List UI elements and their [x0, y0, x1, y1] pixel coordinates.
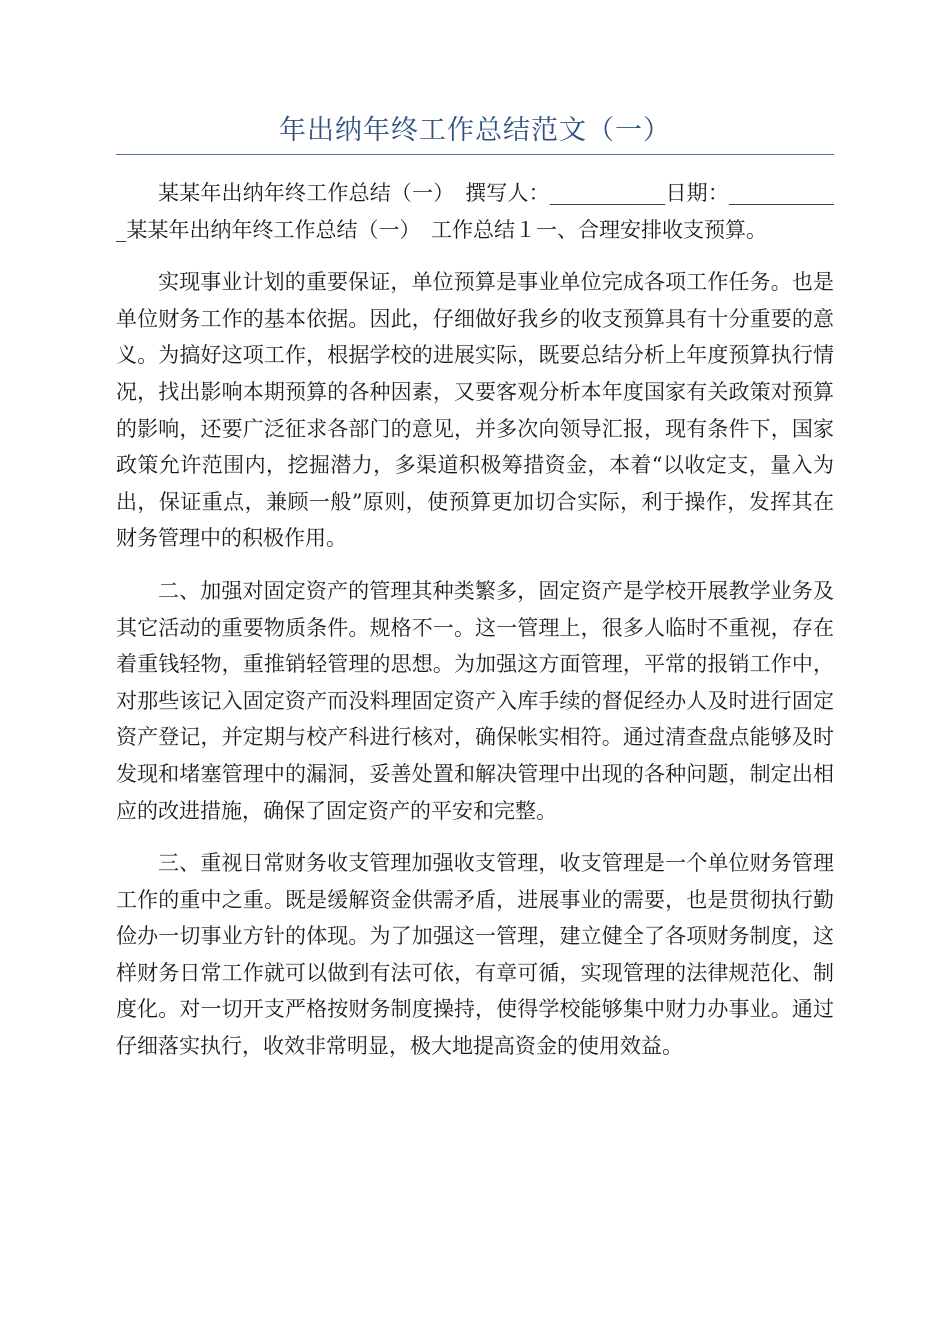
paragraph-daily-finance: 三、重视日常财务收支管理加强收支管理，收支管理是一个单位财务管理工作的重中之重。既是缓解资金供需矛盾，进展事业的需要，也是贯彻执行勤俭办一切事业方针的体现。为了加强这一管理，建立健全了各项财务制度，这样财务日常工作就可以做到有法可依，有章可循，实现管理的法律规范化、制度化。对一切开支严格按财务制度操持，使得学校能够集中财力办事业。通过仔细落实执行，收效非常明显，极大地提高资金的使用效益。: [116, 851, 834, 1059]
document-title: 年出纳年终工作总结范文（一）: [279, 115, 671, 146]
paragraph-header-info: 某某年出纳年终工作总结（一） 撰写人：___________日期：___________某某年出纳年终工作总结（一） 工作总结１一、合理安排收支预算。: [116, 181, 834, 242]
document-body: [116, 175, 834, 1081]
paragraph-fixed-assets: 二、加强对固定资产的管理其种类繁多，固定资产是学校开展教学业务及其它活动的重要物质条件。规格不一。这一管理上，很多人临时不重视，存在着重钱轻物，重推销轻管理的思想。为加强这方面管理，平常的报销工作中，对那些该记入固定资产而没料理固定资产入库手续的督促经办人及时进行固定资产登记，并定期与校产科进行核对，确保帐实相符。通过清查盘点能够及时发现和堵塞管理中的漏洞，妥善处置和解决管理中出现的各种问题，制定出相应的改进措施，确保了固定资产的平安和完整。: [116, 578, 834, 823]
paragraph-budget: 实现事业计划的重要保证，单位预算是事业单位完成各项工作任务。也是单位财务工作的基本依据。因此，仔细做好我乡的收支预算具有十分重要的意义。为搞好这项工作，根据学校的进展实际，既要总结分析上年度预算执行情况，找出影响本期预算的各种因素，又要客观分析本年度国家有关政策对预算的影响，还要广泛征求各部门的意见，并多次向领导汇报，现有条件下，国家政策允许范围内，挖掘潜力，多渠道积极筹措资金，本着“以收定支，量入为出，保证重点，兼顾一般”原则，使预算更加切合实际，利于操作，发挥其在财务管理中的积极作用。: [116, 270, 834, 551]
title-underline-divider: [116, 154, 834, 155]
